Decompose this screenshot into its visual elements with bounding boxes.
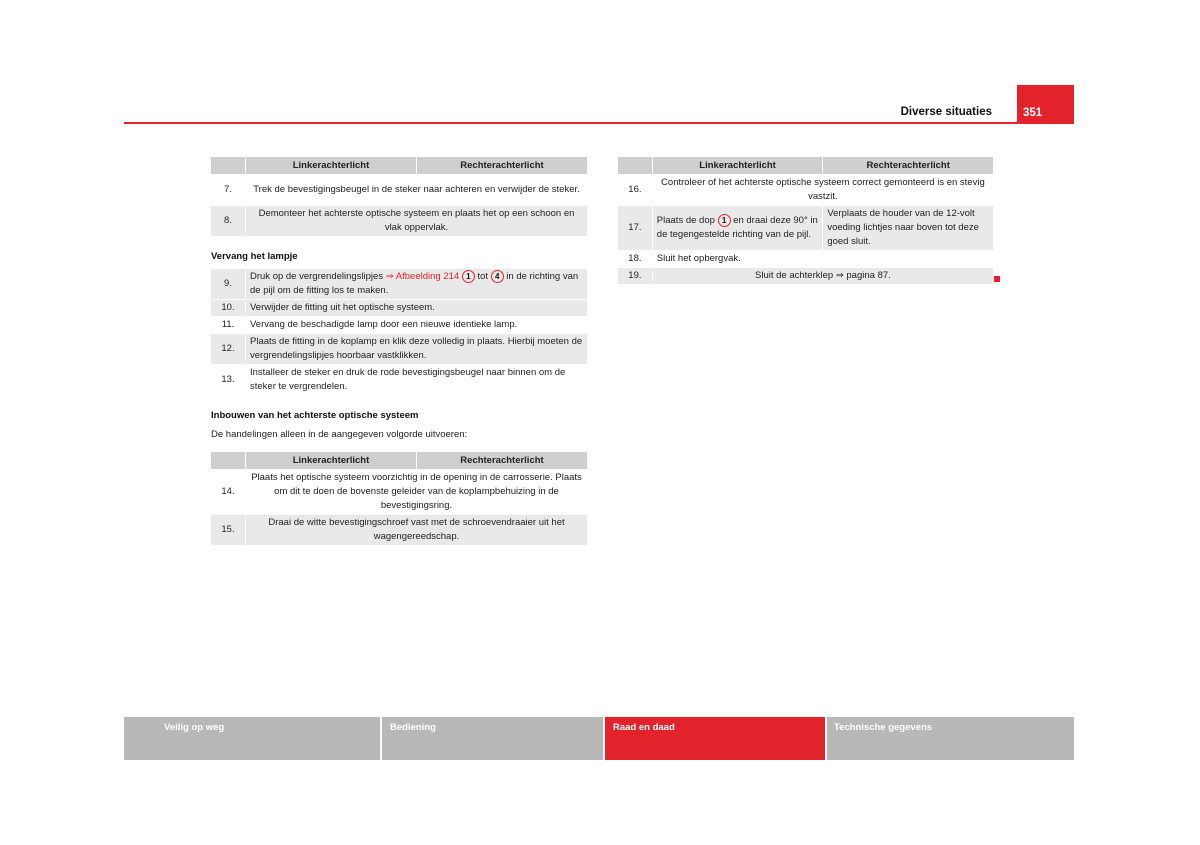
table-header-row <box>618 157 993 175</box>
install-intro: De handelingen alleen in de aangegeven volgorde uitvoeren: <box>211 429 468 440</box>
table-row <box>211 269 587 300</box>
table-row <box>211 317 587 334</box>
footer-tab-bediening[interactable]: Bediening <box>382 717 603 760</box>
step-text: Vervang de beschadigde lamp door een nieuwe identieke lamp. <box>246 317 588 334</box>
table-header-row <box>211 452 587 470</box>
step-number: 8. <box>211 206 246 237</box>
step-number: 11. <box>211 317 246 334</box>
footer-tab-raad-en-daad[interactable]: Raad en daad <box>605 717 825 760</box>
step-number: 9. <box>211 269 246 300</box>
step-text-part: en draai deze 90° in de tegengestelde richting van de pijl. <box>656 215 818 240</box>
table-header-num <box>211 157 246 175</box>
table-row <box>211 470 587 515</box>
step-number: 18. <box>618 251 652 268</box>
step-text: Trek de bevestigingsbeugel in de steker naar achteren en verwijder de steker. <box>246 175 588 206</box>
steps-table-4 <box>618 157 993 284</box>
footer-tab-technische-gegevens[interactable]: Technische gegevens <box>827 717 1074 760</box>
table-header-left: Linkerachterlicht <box>652 157 823 175</box>
table-row <box>618 206 993 251</box>
heading-replace-lamp: Vervang het lampje <box>211 251 298 262</box>
table-header-row <box>211 157 587 175</box>
figure-link[interactable]: ⇒ Afbeelding 214 <box>385 271 460 283</box>
header-rule <box>124 122 1074 124</box>
step-text: Verwijder de fitting uit het optische systeem. <box>246 300 588 317</box>
step-text: Controleer of het achterste optische systeem correct gemonteerd is en stevig vastzit. <box>652 175 993 206</box>
step-text <box>246 269 588 300</box>
section-title: Diverse situaties <box>900 106 992 118</box>
table-row <box>618 175 993 206</box>
table-header-left: Linkerachterlicht <box>246 157 417 175</box>
table-row <box>618 251 993 268</box>
page-number: 351 <box>1017 85 1074 124</box>
section-end-marker <box>994 276 1000 282</box>
steps-table-3 <box>211 452 587 545</box>
step-number: 7. <box>211 175 246 206</box>
step-number: 10. <box>211 300 246 317</box>
step-text: Demonteer het achterste optische systeem en plaats het op een schoon en vlak oppervlak. <box>246 206 588 237</box>
step-text-part: in de richting van de pijl om de fitting los te maken. <box>250 271 579 297</box>
callout-1-icon: 1 <box>718 214 731 227</box>
table-row <box>211 365 587 396</box>
table-header-right: Rechterachterlicht <box>823 157 993 175</box>
step-number: 12. <box>211 334 246 365</box>
step-number: 13. <box>211 365 246 396</box>
step-text-part: Druk op de vergrendelingslipjes <box>250 271 386 283</box>
callout-4-icon: 4 <box>491 270 504 283</box>
step-number: 14. <box>211 470 246 515</box>
step-text: Installeer de steker en druk de rode bevestigingsbeugel naar binnen om de steker te vergrendelen. <box>246 365 588 396</box>
step-text: Plaats de fitting in de koplamp en klik deze volledig in plaats. Hierbij moeten de vergrendelingslipjes hoorbaar vastklikken. <box>246 334 588 365</box>
table-header-num <box>618 157 652 175</box>
step-text-right: Verplaats de houder van de 12-volt voeding lichtjes naar boven tot deze goed sluit. <box>823 206 993 251</box>
step-number: 19. <box>618 268 652 285</box>
table-header-num <box>211 452 246 470</box>
table-row <box>618 268 993 285</box>
steps-table-1 <box>211 157 587 236</box>
table-row <box>211 334 587 365</box>
step-number: 17. <box>618 206 652 251</box>
step-text: Draai de witte bevestigingschroef vast met de schroevendraaier uit het wagengereedschap. <box>246 515 588 546</box>
step-text: Sluit de achterklep ⇒ pagina 87. <box>652 268 993 285</box>
step-text-part: Plaats de dop <box>656 215 718 226</box>
table-header-right: Rechterachterlicht <box>417 157 588 175</box>
step-number: 16. <box>618 175 652 206</box>
table-row <box>211 300 587 317</box>
table-row <box>211 206 587 237</box>
step-text-empty <box>823 251 993 268</box>
footer-tab-veilig-op-weg[interactable]: Veilig op weg <box>124 717 380 760</box>
step-text: Plaats het optische systeem voorzichtig in de opening in de carrosserie. Plaats om dit te doen de bovenste geleider van de koplampbehuizing in de bevestigingsring. <box>246 470 588 515</box>
step-text-left <box>652 206 823 251</box>
callout-1-icon: 1 <box>462 270 475 283</box>
steps-table-2 <box>211 268 587 395</box>
table-row <box>211 175 587 206</box>
table-header-right: Rechterachterlicht <box>417 452 588 470</box>
heading-install-optics: Inbouwen van het achterste optische systeem <box>211 410 419 421</box>
step-text: Sluit het opbergvak. <box>652 251 823 268</box>
step-number: 15. <box>211 515 246 546</box>
step-text-part: tot <box>474 271 491 283</box>
table-row <box>211 515 587 546</box>
table-header-left: Linkerachterlicht <box>246 452 417 470</box>
